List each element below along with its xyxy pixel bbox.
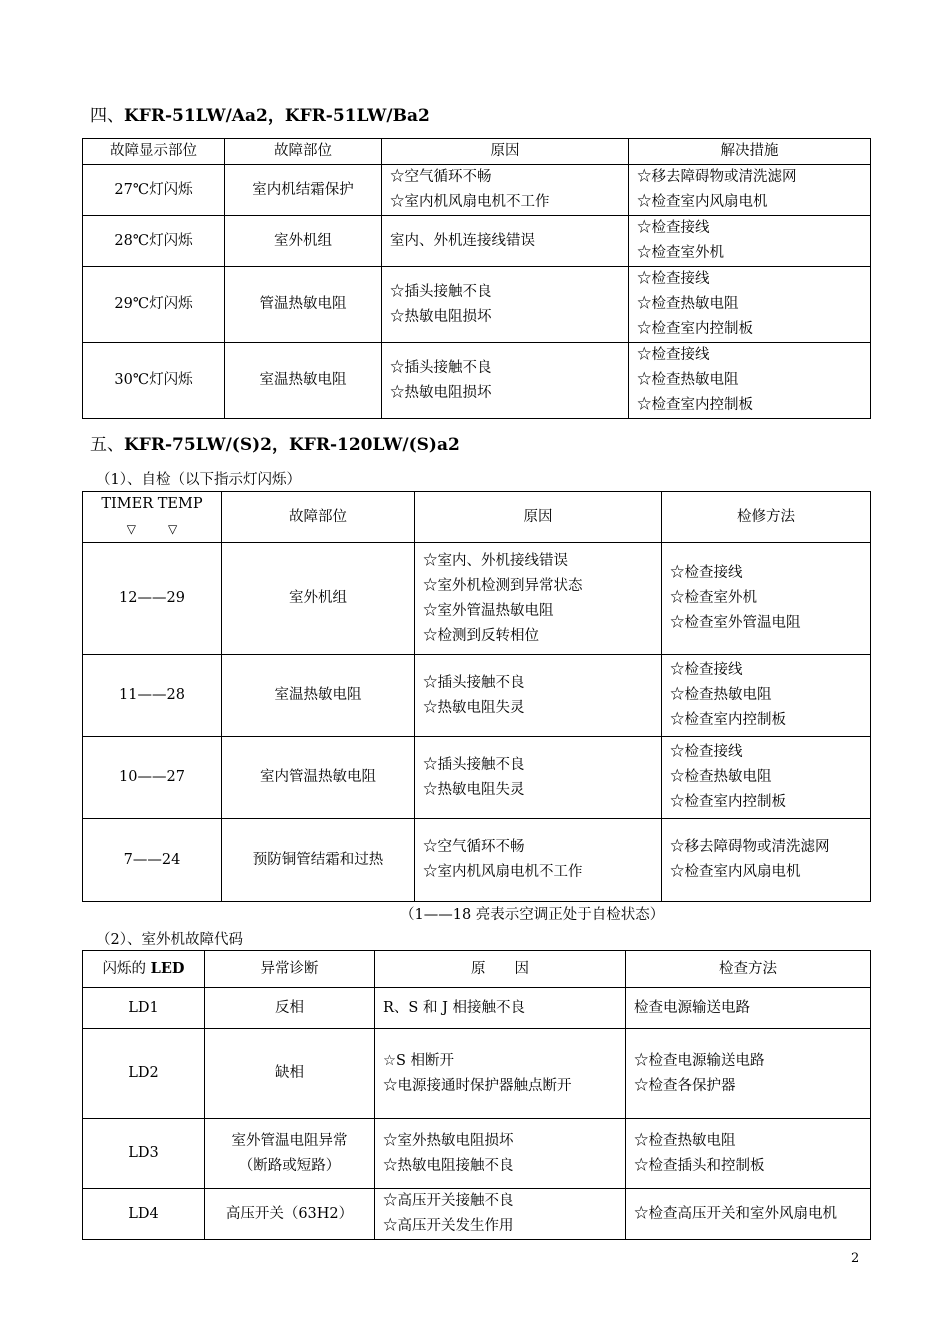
solution-line: ☆检查室内控制板	[637, 397, 753, 413]
cell-methods	[662, 737, 871, 819]
cell-methods	[662, 655, 871, 737]
cell-causes	[382, 165, 629, 216]
cell-solutions	[629, 343, 871, 419]
cell-causes	[375, 1029, 626, 1119]
cause-line: ☆热敏电阻接触不良	[383, 1157, 514, 1174]
cell-causes	[415, 737, 662, 819]
table-row	[83, 543, 871, 655]
diagnosis-line: 缺相	[275, 1065, 304, 1081]
cell-code: 12——29	[83, 543, 222, 655]
header-cause: 原因	[382, 139, 629, 165]
cell-diagnosis	[205, 1029, 375, 1119]
page-number: 2	[851, 1251, 860, 1266]
cell-part: 室温热敏电阻	[225, 343, 382, 419]
header-cause: 原因	[415, 492, 662, 543]
table-row	[83, 216, 871, 267]
table-row	[83, 988, 871, 1029]
header-led	[83, 951, 205, 988]
method-line: ☆检查室外机	[670, 590, 757, 606]
method-line: ☆检查高压开关和室外风扇电机	[634, 1205, 837, 1222]
cell-led: LD2	[83, 1029, 205, 1119]
header-method: 检查方法	[626, 951, 871, 988]
cell-causes	[375, 1119, 626, 1189]
cell-methods	[626, 988, 871, 1029]
cell-part: 室内机结霜保护	[225, 165, 382, 216]
solution-line: ☆检查接线	[637, 220, 710, 236]
fault-table-section4	[82, 138, 871, 419]
diagnosis-line: 室外管温电阻异常	[231, 1132, 348, 1149]
method-line: ☆检查电源输送电路	[634, 1052, 765, 1069]
method-line: ☆检查插头和控制板	[634, 1157, 765, 1174]
header-timer-temp	[83, 492, 222, 543]
table-row	[83, 1029, 871, 1119]
cause-line: ☆插头接触不良	[423, 756, 525, 773]
method-line: ☆检查各保护器	[634, 1077, 736, 1094]
cell-part: 室温热敏电阻	[222, 655, 415, 737]
table-row	[83, 1119, 871, 1189]
cell-causes	[375, 1189, 626, 1240]
cause-line: ☆室外机检测到异常状态	[423, 577, 583, 594]
table-row	[83, 343, 871, 419]
section4-heading	[90, 101, 430, 126]
header-method: 检修方法	[662, 492, 871, 543]
cause-line: R、S 和 J 相接触不良	[383, 999, 525, 1016]
cell-code: 11——28	[83, 655, 222, 737]
cell-causes	[415, 655, 662, 737]
method-line: ☆检查热敏电阻	[670, 687, 772, 703]
cell-methods	[626, 1119, 871, 1189]
cause-line: ☆室内、外机接线错误	[423, 552, 568, 569]
self-check-subtitle: （1）、自检（以下指示灯闪烁）	[96, 472, 301, 488]
cell-display: 28℃灯闪烁	[83, 216, 225, 267]
cell-code: 10——27	[83, 737, 222, 819]
timer-temp-label: TIMER TEMP	[101, 496, 203, 512]
indicator-arrows	[91, 517, 213, 542]
cell-part: 室内管温热敏电阻	[222, 737, 415, 819]
cell-led: LD1	[83, 988, 205, 1029]
cell-code: 7——24	[83, 819, 222, 902]
triangle-down-icon: ▽	[168, 522, 178, 536]
method-line: ☆检查接线	[670, 565, 743, 581]
method-line: ☆检查室外管温电阻	[670, 615, 801, 631]
solution-line: ☆检查室外机	[637, 245, 724, 261]
cell-diagnosis	[205, 1119, 375, 1189]
table-header-row	[83, 951, 871, 988]
section5-heading	[90, 430, 460, 455]
table-header-row	[83, 139, 871, 165]
solution-line: ☆检查室内风扇电机	[637, 194, 768, 210]
cause-line: ☆S 相断开	[383, 1052, 455, 1069]
cause-line: ☆热敏电阻失灵	[423, 781, 525, 798]
cell-causes	[382, 343, 629, 419]
cell-part: 管温热敏电阻	[225, 267, 382, 343]
section4-heading-text: KFR-51LW/Aa2，KFR-51LW/Ba2	[124, 106, 430, 126]
cell-part: 预防铜管结霜和过热	[222, 819, 415, 902]
diagnosis-line: （断路或短路）	[238, 1157, 341, 1174]
cause-line: ☆室内机风扇电机不工作	[390, 194, 550, 210]
cause-line: ☆热敏电阻损坏	[390, 384, 492, 401]
method-line: ☆检查热敏电阻	[670, 769, 772, 785]
header-part: 故障部位	[222, 492, 415, 543]
header-solution: 解决措施	[629, 139, 871, 165]
outdoor-fault-code-table	[82, 950, 871, 1240]
cell-causes	[375, 988, 626, 1029]
cause-line: ☆检测到反转相位	[423, 627, 539, 644]
cell-methods	[626, 1029, 871, 1119]
cell-display: 27℃灯闪烁	[83, 165, 225, 216]
cell-diagnosis	[205, 1189, 375, 1240]
cell-methods	[662, 819, 871, 902]
cause-line: ☆空气循环不畅	[390, 169, 492, 185]
cell-causes	[382, 267, 629, 343]
solution-line: ☆移去障碍物或清洗滤网	[637, 169, 797, 185]
cell-led: LD4	[83, 1189, 205, 1240]
cell-causes	[415, 543, 662, 655]
method-line: ☆检查室内控制板	[670, 712, 786, 728]
cell-diagnosis	[205, 988, 375, 1029]
table-header-row	[83, 492, 871, 543]
solution-line: ☆检查热敏电阻	[637, 296, 739, 312]
cell-causes	[415, 819, 662, 902]
cause-line: 室内、外机连接线错误	[390, 232, 535, 249]
cell-led: LD3	[83, 1119, 205, 1189]
cell-causes	[382, 216, 629, 267]
cell-methods	[626, 1189, 871, 1240]
table-row	[83, 737, 871, 819]
method-line: ☆检查接线	[670, 662, 743, 678]
cell-solutions	[629, 267, 871, 343]
cause-line: ☆热敏电阻损坏	[390, 308, 492, 325]
header-led-prefix: 闪烁的	[102, 961, 151, 977]
cause-line: ☆室内机风扇电机不工作	[423, 864, 583, 880]
diagnosis-line: 高压开关（63H2）	[225, 1205, 354, 1222]
header-cause: 原 因	[375, 951, 626, 988]
self-check-note: （1——18 亮表示空调正处于自检状态）	[400, 907, 665, 923]
cause-line: ☆插头接触不良	[423, 674, 525, 691]
table-row	[83, 655, 871, 737]
method-line: ☆移去障碍物或清洗滤网	[670, 839, 830, 855]
cause-line: ☆插头接触不良	[390, 283, 492, 300]
header-diagnosis: 异常诊断	[205, 951, 375, 988]
cell-part: 室外机组	[222, 543, 415, 655]
method-line: ☆检查室内风扇电机	[670, 864, 801, 880]
triangle-down-icon: ▽	[126, 522, 136, 536]
section5-heading-text: KFR-75LW/(S)2，KFR-120LW/(S)a2	[124, 435, 460, 455]
solution-line: ☆检查接线	[637, 271, 710, 287]
cell-methods	[662, 543, 871, 655]
header-led-bold: LED	[150, 960, 185, 977]
cell-solutions	[629, 216, 871, 267]
outdoor-code-subtitle: （2）、室外机故障代码	[96, 932, 243, 948]
solution-line: ☆检查热敏电阻	[637, 372, 739, 388]
cause-line: ☆空气循环不畅	[423, 839, 525, 855]
table-row	[83, 165, 871, 216]
table-row	[83, 267, 871, 343]
self-check-table	[82, 491, 871, 902]
cell-display: 30℃灯闪烁	[83, 343, 225, 419]
cell-display: 29℃灯闪烁	[83, 267, 225, 343]
cause-line: ☆室外管温热敏电阻	[423, 602, 554, 619]
cause-line: ☆高压开关发生作用	[383, 1218, 514, 1234]
header-display: 故障显示部位	[83, 139, 225, 165]
method-line: ☆检查接线	[670, 744, 743, 760]
cause-line: ☆插头接触不良	[390, 359, 492, 376]
header-part: 故障部位	[225, 139, 382, 165]
cause-line: ☆室外热敏电阻损坏	[383, 1132, 514, 1149]
table-row	[83, 1189, 871, 1240]
cell-solutions	[629, 165, 871, 216]
cause-line: ☆高压开关接触不良	[383, 1193, 514, 1209]
section5-heading-num: 五、	[90, 435, 124, 455]
method-line: ☆检查室内控制板	[670, 794, 786, 810]
section4-heading-num: 四、	[90, 106, 124, 126]
table-row	[83, 819, 871, 902]
cause-line: ☆热敏电阻失灵	[423, 699, 525, 716]
cause-line: ☆电源接通时保护器触点断开	[383, 1077, 572, 1094]
solution-line: ☆检查接线	[637, 347, 710, 363]
cell-part: 室外机组	[225, 216, 382, 267]
solution-line: ☆检查室内控制板	[637, 321, 753, 337]
diagnosis-line: 反相	[275, 999, 304, 1016]
method-line: 检查电源输送电路	[634, 999, 750, 1016]
method-line: ☆检查热敏电阻	[634, 1132, 736, 1149]
